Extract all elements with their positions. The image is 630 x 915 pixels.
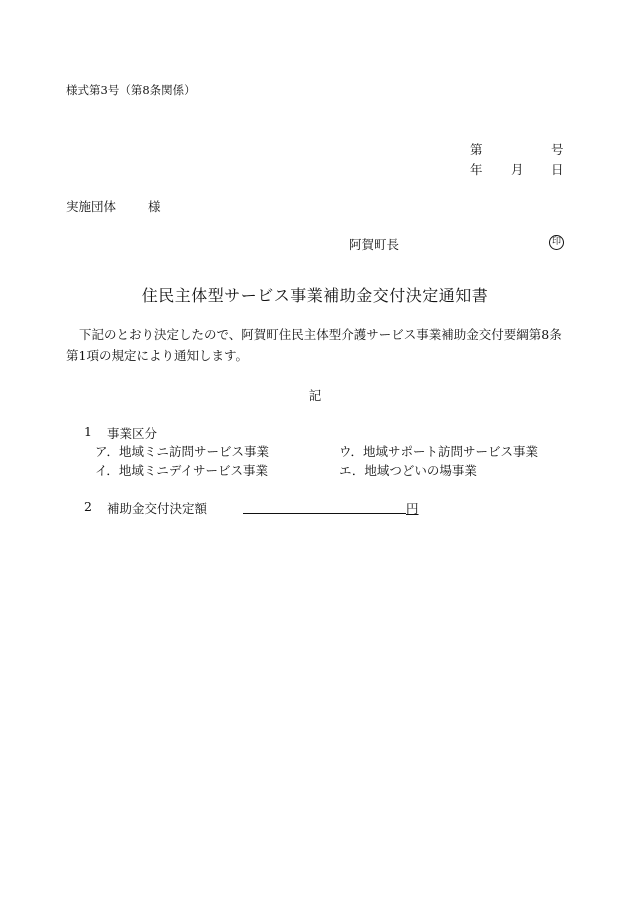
recipient-honorific: 様 [148,199,161,214]
option-a: ア．地域ミニ訪問サービス事業 [95,444,270,459]
sender-name: 阿賀町長 [349,237,400,252]
body-text: 下記のとおり決定したので、阿賀町住民主体型介護サービス事業補助金交付要綱第8条第1項の規定により通知します。 [66,327,562,363]
date-day-label: 日 [551,162,564,177]
option-e: エ．地域つどいの場事業 [339,463,477,478]
amount-unit: 円 [406,501,419,516]
ki-heading: 記 [308,388,322,403]
item1-label: 事業区分 [107,426,158,441]
seal-mark-icon: 印 [549,235,564,250]
option-i: イ．地域ミニデイサービス事業 [95,463,269,478]
document-number-suffix: 号 [551,142,564,157]
date-month-label: 月 [511,162,524,177]
item2-label: 補助金交付決定額 [107,501,208,516]
item2-number: 2 [84,499,92,514]
form-number: 様式第3号（第8条関係） [66,83,196,97]
item1-number: 1 [84,424,92,439]
body-paragraph [66,324,566,366]
date-year-label: 年 [470,162,483,177]
document-title: 住民主体型サービス事業補助金交付決定通知書 [141,286,489,305]
amount-blank-field[interactable] [243,500,406,514]
document-number-label: 第 [470,142,483,157]
recipient-name: 実施団体 [66,199,117,214]
option-u: ウ．地域サポート訪問サービス事業 [339,444,539,459]
